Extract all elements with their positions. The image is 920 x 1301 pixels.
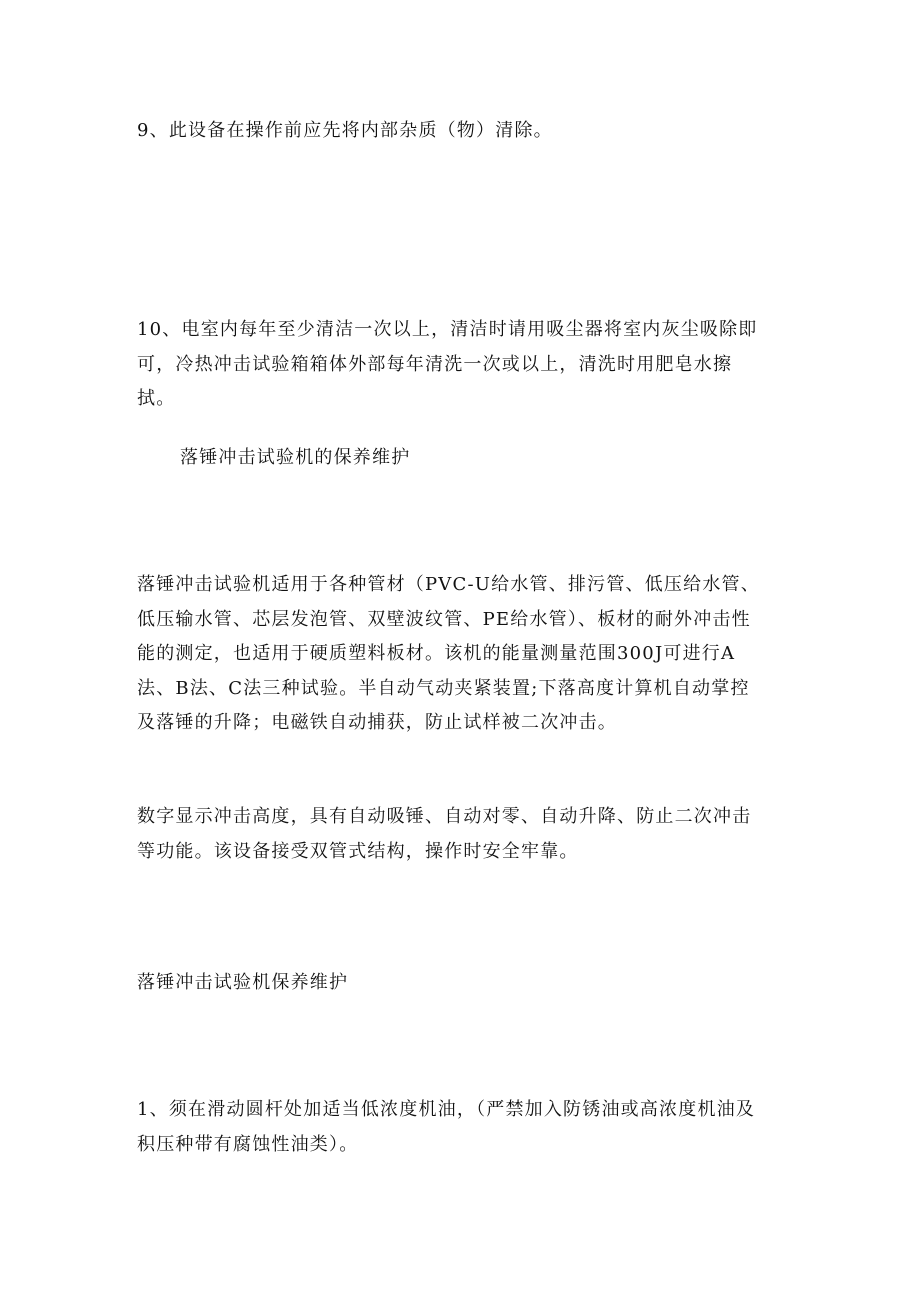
- paragraph-line: 10、电室内每年至少清洁一次以上，清洁时请用吸尘器将室内灰尘吸除即: [137, 319, 758, 340]
- paragraph-features: [137, 800, 797, 869]
- paragraph-item-1: [137, 1093, 797, 1162]
- paragraph-line: 等功能。该设备接受双管式结构，操作时安全牢靠。: [137, 840, 579, 862]
- section-heading-maintenance: [180, 441, 840, 476]
- heading-text: 落锤冲击试验机保养维护: [137, 972, 349, 993]
- paragraph-line: 可，冷热冲击试验箱箱体外部每年清洗一次或以上，清洗时用肥皂水擦: [137, 353, 733, 375]
- paragraph-line: 拭。: [137, 388, 176, 409]
- section-heading-care: [137, 966, 797, 1001]
- paragraph-line: 法、B法、C法三种试验。半自动气动夹紧装置;下落高度计算机自动掌控: [137, 677, 750, 699]
- paragraph-line: 数字显示冲击高度，具有自动吸锤、自动对零、自动升降、防止二次冲击: [137, 806, 752, 827]
- heading-text: 落锤冲击试验机的保养维护: [180, 447, 411, 468]
- paragraph-line: 积压种带有腐蚀性油类）。: [137, 1133, 359, 1155]
- paragraph-item-9: [137, 114, 797, 149]
- paragraph-line: 落锤冲击试验机适用于各种管材（PVC-U给水管、排污管、低压给水管、: [137, 574, 760, 595]
- paragraph-line: 能的测定，也适用于硬质塑料板材。该机的能量测量范围300J可进行A: [137, 643, 736, 664]
- paragraph-line: 1、须在滑动圆杆处加适当低浓度机油，（严禁加入防锈油或高浓度机油及: [137, 1099, 756, 1120]
- paragraph-item-10: [137, 313, 797, 417]
- paragraph-line: 低压输水管、芯层发泡管、双壁波纹管、PE给水管）、板材的耐外冲击性: [137, 608, 751, 630]
- paragraph-line: 9、此设备在操作前应先将内部杂质（物）清除。: [137, 120, 553, 141]
- paragraph-line: 及落锤的升降；电磁铁自动捕获，防止试样被二次冲击。: [137, 712, 617, 733]
- paragraph-intro: [137, 568, 797, 741]
